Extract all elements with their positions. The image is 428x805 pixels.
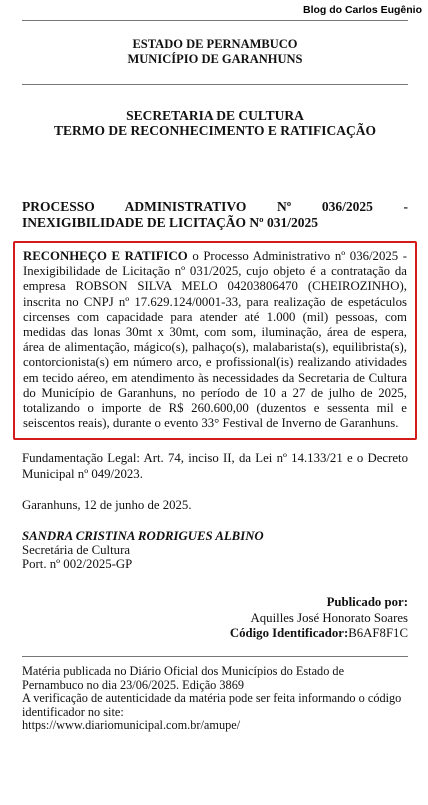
signer-ordinance: Port. nº 002/2025-GP [22, 557, 133, 572]
document-page [22, 20, 408, 733]
process-heading [22, 199, 408, 231]
legal-basis: Fundamentação Legal: Art. 74, inciso II, da Lei nº 14.133/21 e o Decreto Municipal nº 049/2023. [22, 451, 408, 481]
process-number: PROCESSO ADMINISTRATIVO Nº 036/2025 - [22, 199, 408, 214]
term-title: TERMO DE RECONHECIMENTO E RATIFICAÇÃO [53, 123, 377, 138]
secretariat-name: SECRETARIA DE CULTURA [126, 108, 304, 123]
municipality-name: MUNICÍPIO DE GARANHUNS [127, 52, 303, 66]
signer-name: SANDRA CRISTINA RODRIGUES ALBINO [22, 529, 264, 544]
secretariat-title [22, 108, 408, 138]
ratification-body: o Processo Administrativo nº 036/2025 - Inexigibilidade de Licitação nº 031/2025, cujo objeto é a contratação da empresa ROBSON SILVA MELO 04203806470 (CHEIROZINHO), inscrita no CNPJ nº 17.629.124/0001-33, para realização de espetáculos circenses com capacidade para atender até 1.000 (mil) pessoas, com medidas das lonas 30mt x 30mt, com som, iluminação, área de espera, área de alimentação, mágico(s), palhaço(s), malabarista(s), equilibrista(s), contorcionista(s) em número arco, e profissional(is) realizando atividades em tecido aéreo, em atendimento às necessidades da Secretaria de Cultura do Município de Garanhuns, no período de 10 a 27 de julho de 2025, totalizando o importe de R$ 260.600,00 (duzentos e sessenta mil e seiscentos reais), durante o evento 33° Festival de Inverno de Garanhuns. [23, 249, 408, 431]
identifier-code-label: Código Identificador: [229, 626, 349, 641]
ratification-box [13, 241, 417, 440]
footer-publication-note: Matéria publicada no Diário Oficial dos Municípios do Estado de Pernambuco no dia 23/06/2025. Edição 3869 [22, 663, 345, 692]
publication-footer [22, 656, 408, 733]
signer-role: Secretária de Cultura [22, 543, 131, 558]
signature-block [22, 529, 408, 571]
published-by-label: Publicado por: [326, 595, 408, 610]
bidding-number: INEXIGIBILIDADE DE LICITAÇÃO Nº 031/2025 [22, 215, 319, 230]
identifier-code: B6AF8F1C [348, 626, 408, 641]
publisher-name: Aquilles José Honorato Soares [250, 610, 408, 625]
blog-watermark: Blog do Carlos Eugênio [302, 4, 422, 16]
place-date: Garanhuns, 12 de junho de 2025. [22, 498, 192, 513]
state-name: ESTADO DE PERNAMBUCO [132, 37, 298, 51]
footer-verification-note: A verificação de autenticidade da matéria pode ser feita informando o código identificador no site: [22, 691, 402, 719]
ratification-lead: RECONHEÇO E RATIFICO [23, 249, 188, 263]
publication-info [22, 595, 408, 642]
document-header [22, 20, 408, 85]
footer-url-link[interactable]: https://www.diariomunicipal.com.br/amupe/ [22, 718, 241, 733]
identifier-code-line [22, 626, 408, 642]
